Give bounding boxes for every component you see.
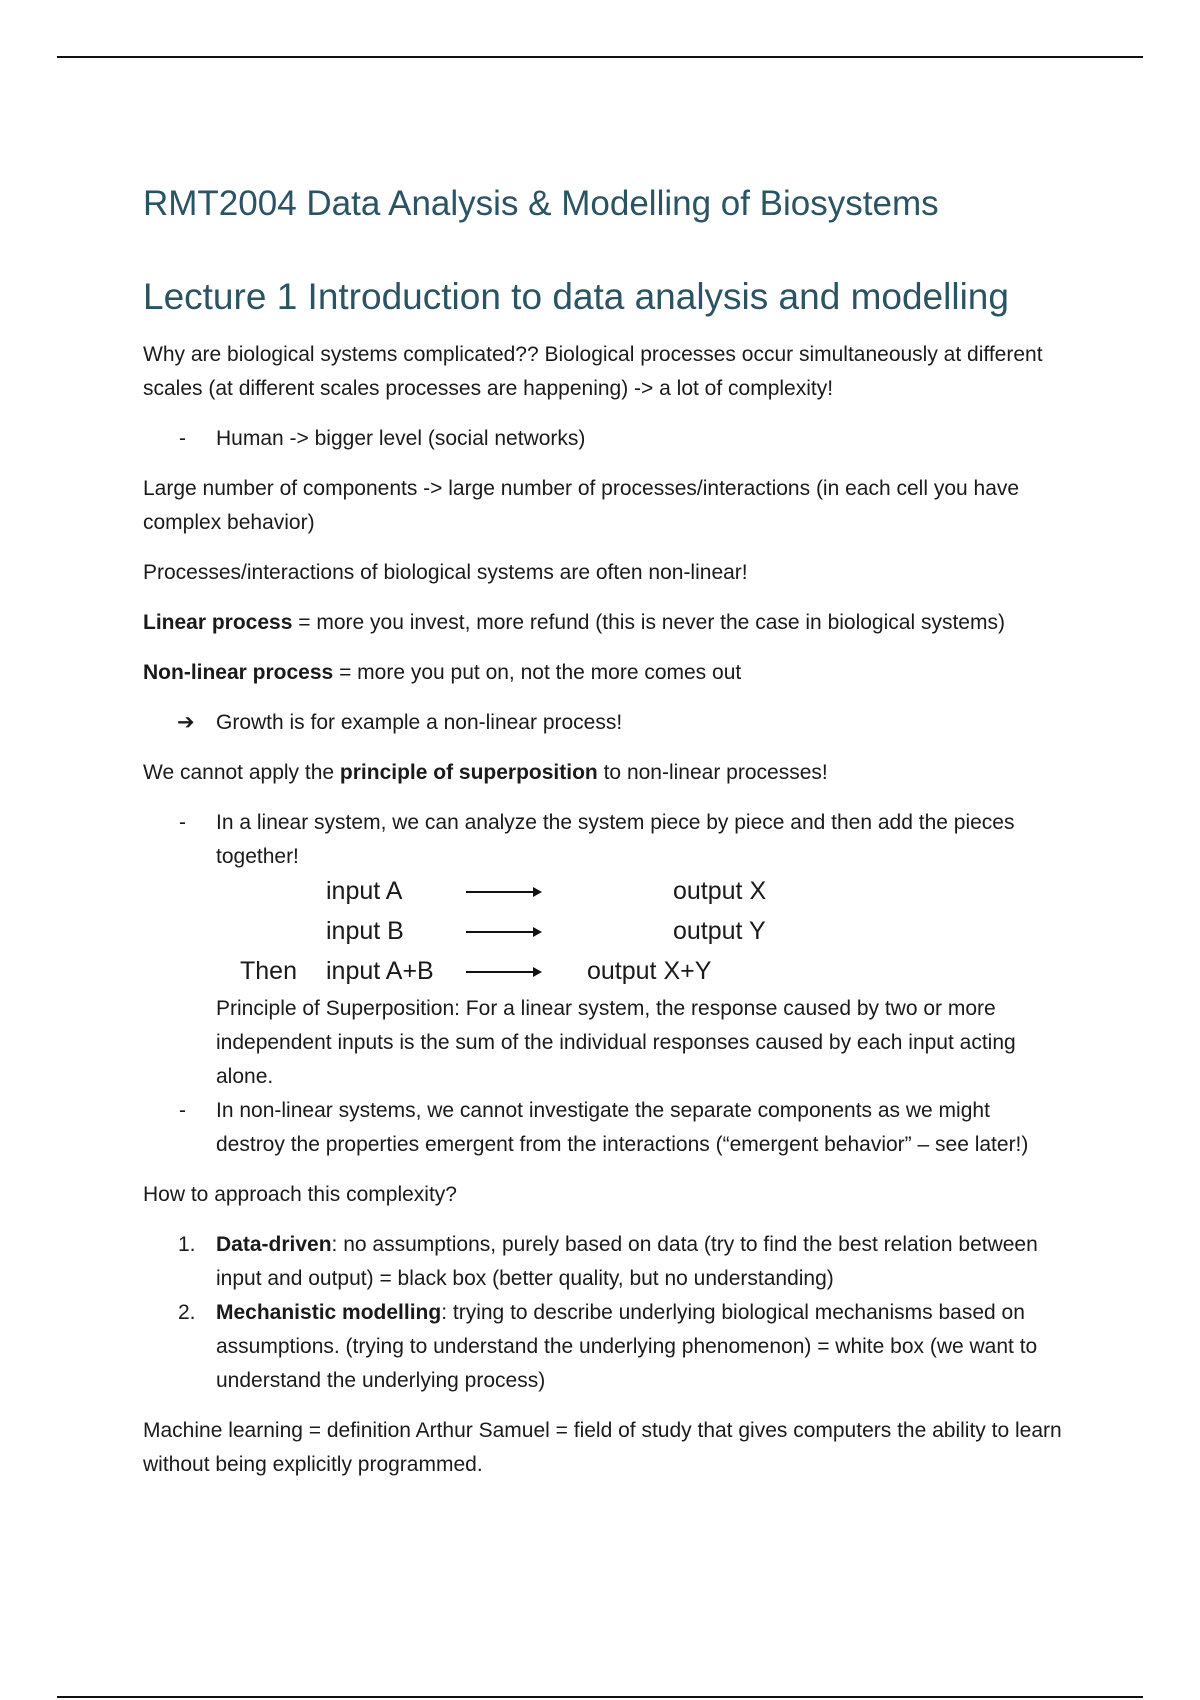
paragraph-nonlinear: Processes/interactions of biological systems are often non-linear! xyxy=(143,561,748,584)
list-item xyxy=(143,806,1063,1094)
numbered-list-approaches xyxy=(143,1228,1063,1398)
list-item xyxy=(143,1094,1063,1162)
dash-marker: - xyxy=(179,1099,186,1122)
dash-marker: - xyxy=(179,427,186,450)
arrow-list xyxy=(143,706,1063,740)
list-number: 1. xyxy=(178,1233,196,1256)
diagram-output-y: output Y xyxy=(673,917,766,945)
arrow-right-icon: ➔ xyxy=(177,711,195,734)
list-item xyxy=(143,706,1063,740)
list-item-text: Human -> bigger level (social networks) xyxy=(216,427,586,450)
diagram-input-ab: input A+B xyxy=(326,957,434,985)
paragraph-components: Large number of components -> large number of processes/interactions (in each cell you have complex behavior) xyxy=(143,477,1020,534)
term-superposition: principle of superposition xyxy=(339,761,598,784)
paragraph-machine-learning: Machine learning = definition Arthur Samuel = field of study that gives computers the ability to learn without being explicitly programmed. xyxy=(143,1419,1062,1476)
top-rule xyxy=(57,56,1143,58)
term-nonlinear-process: Non-linear process xyxy=(143,661,334,684)
list-number: 2. xyxy=(178,1301,196,1324)
paragraph-approach: How to approach this complexity? xyxy=(143,1183,457,1206)
diagram-input-a: input A xyxy=(326,877,403,905)
diagram-output-x: output X xyxy=(673,877,767,905)
list-item-text: : trying to describe underlying biological mechanisms based on assumptions. (trying to understand the underlying phenomenon) = white box (we want to understand the underlying process) xyxy=(216,1301,1038,1392)
bottom-rule xyxy=(57,1696,1143,1698)
arrow-icon xyxy=(466,891,540,893)
list-item-text: In a linear system, we can analyze the system piece by piece and then add the pieces together! xyxy=(216,811,1015,868)
list-item-text: In non-linear systems, we cannot investigate the separate components as we might destroy the properties emergent from the interactions (“emergent behavior” – see later!) xyxy=(216,1099,1029,1156)
diagram-output-xy: output X+Y xyxy=(587,957,712,985)
list-item xyxy=(143,1228,1063,1296)
term-linear-process: Linear process xyxy=(143,611,293,634)
term-mechanistic-modelling: Mechanistic modelling xyxy=(216,1301,442,1324)
superposition-definition: Principle of Superposition: For a linear system, the response caused by two or more independent inputs is the sum of the individual responses caused by each input acting alone. xyxy=(216,997,1016,1088)
paragraph-linear-process xyxy=(143,606,1063,640)
term-data-driven: Data-driven xyxy=(216,1233,332,1256)
list-item xyxy=(143,1296,1063,1398)
definition-linear-process: = more you invest, more refund (this is never the case in biological systems) xyxy=(292,611,1005,634)
list-item-text: Growth is for example a non-linear process! xyxy=(216,711,623,734)
bullet-list-human xyxy=(143,422,1063,456)
paragraph-superposition xyxy=(143,756,1063,790)
paragraph-nonlinear-process xyxy=(143,656,1063,690)
definition-nonlinear-process: = more you put on, not the more comes out xyxy=(333,661,742,684)
list-item-text: : no assumptions, purely based on data (try to find the best relation between input and output) = black box (better quality, but no understanding) xyxy=(216,1233,1038,1290)
bullet-list-systems xyxy=(143,806,1063,1162)
document-body xyxy=(143,178,1063,1498)
document-title: RMT2004 Data Analysis & Modelling of Biosystems xyxy=(143,184,939,223)
text-fragment: We cannot apply the xyxy=(143,761,340,784)
lecture-heading: Lecture 1 Introduction to data analysis and modelling xyxy=(143,276,1009,317)
diagram-then-label: Then xyxy=(240,957,297,985)
list-item xyxy=(143,422,1063,456)
dash-marker: - xyxy=(179,811,186,834)
superposition-diagram xyxy=(143,874,1063,992)
paragraph-complexity: Why are biological systems complicated?? Biological processes occur simultaneously at different scales (at different scales processes are happening) -> a lot of complexity! xyxy=(143,343,1043,400)
diagram-input-b: input B xyxy=(326,917,404,945)
arrow-icon xyxy=(466,931,540,933)
arrow-icon xyxy=(466,971,540,973)
text-fragment: to non-linear processes! xyxy=(597,761,828,784)
